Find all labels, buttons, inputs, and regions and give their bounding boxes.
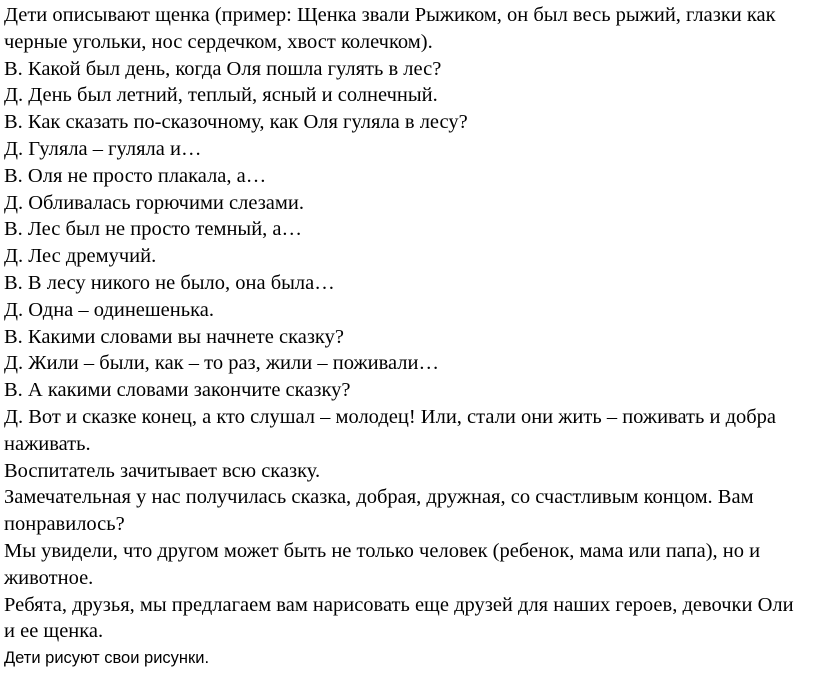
text-line: Д. Одна – одинешенька. bbox=[4, 298, 214, 321]
text-line: Ребята, друзья, мы предлагаем вам нарисовать еще друзей для наших героев, девочки Оли bbox=[4, 593, 794, 616]
text-line: Д. Гуляла – гуляла и… bbox=[4, 137, 202, 160]
text-line: В. Оля не просто плакала, а… bbox=[4, 164, 267, 187]
text-line: Воспитатель зачитывает всю сказку. bbox=[4, 459, 321, 482]
text-line: В. Какой был день, когда Оля пошла гулять в лес? bbox=[4, 57, 442, 80]
text-line: и ее щенка. bbox=[4, 620, 104, 643]
text-line: В. Лес был не просто темный, а… bbox=[4, 218, 303, 241]
text-line: Мы увидели, что другом может быть не только человек (ребенок, мама или папа), но и bbox=[4, 539, 761, 562]
text-line: Д. Вот и сказке конец, а кто слушал – молодец! Или, стали они жить – поживать и добра bbox=[4, 405, 777, 428]
text-line: наживать. bbox=[4, 432, 91, 455]
text-line: животное. bbox=[4, 566, 94, 589]
text-line-last: Дети рисуют свои рисунки. bbox=[4, 649, 210, 668]
text-line: В. В лесу никого не было, она была… bbox=[4, 271, 335, 294]
text-line: Дети описывают щенка (пример: Щенка звали Рыжиком, он был весь рыжий, глазки как bbox=[4, 4, 776, 26]
text-line: В. Какими словами вы начнете сказку? bbox=[4, 325, 344, 348]
text-line: Д. День был летний, теплый, ясный и солнечный. bbox=[4, 84, 438, 107]
text-line: Д. Жили – были, как – то раз, жили – поживали… bbox=[4, 352, 439, 375]
text-line: В. Как сказать по-сказочному, как Оля гуляла в лесу? bbox=[4, 111, 468, 134]
text-line: черные угольки, нос сердечком, хвост колечком). bbox=[4, 30, 433, 53]
text-line: Замечательная у нас получилась сказка, добрая, дружная, со счастливым концом. Вам bbox=[4, 486, 754, 509]
text-line: Д. Обливалась горючими слезами. bbox=[4, 191, 304, 214]
text-line: Д. Лес дремучий. bbox=[4, 245, 157, 268]
document-body bbox=[4, 2, 812, 672]
text-line: В. А какими словами закончите сказку? bbox=[4, 379, 351, 402]
text-line: понравилось? bbox=[4, 513, 125, 536]
